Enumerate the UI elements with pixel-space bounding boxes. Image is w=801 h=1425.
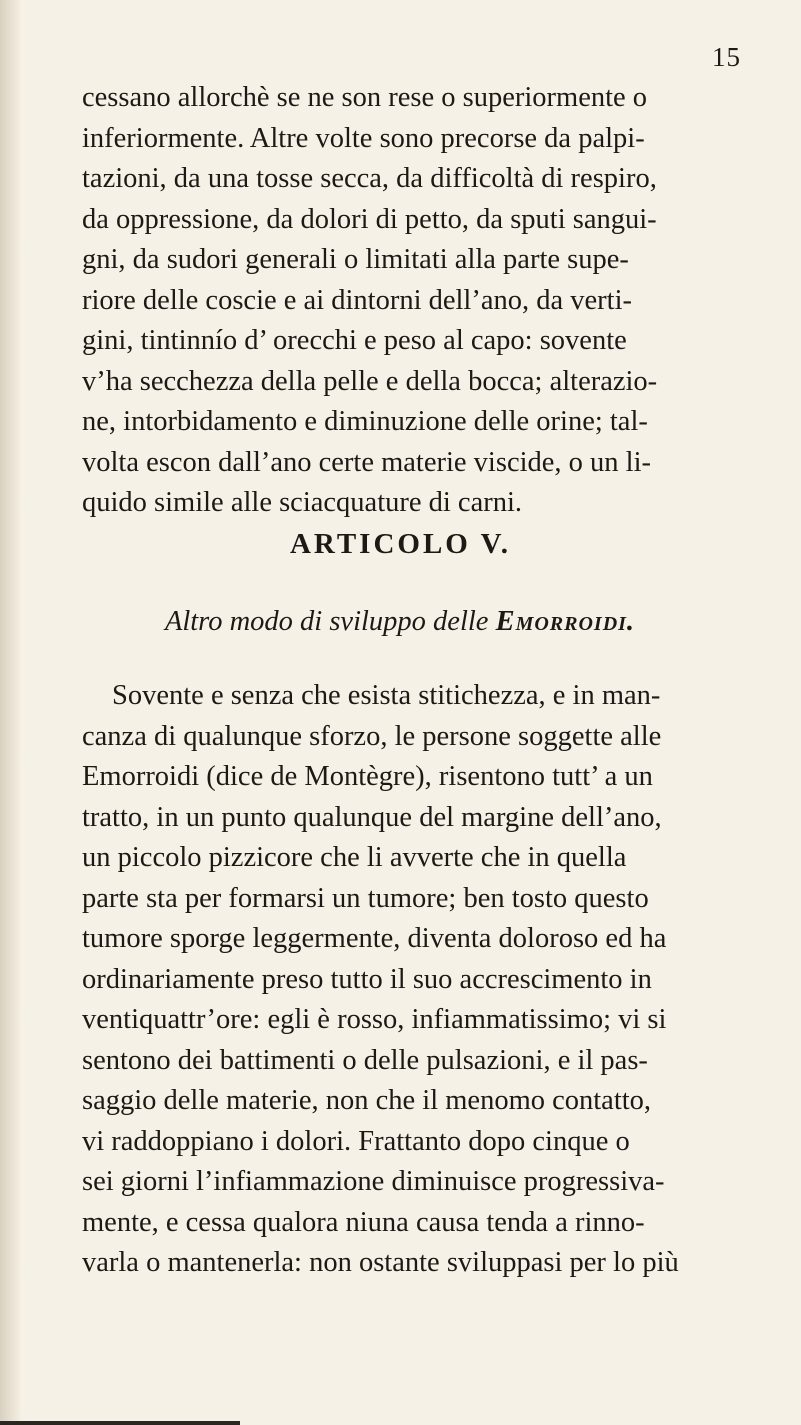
text-line: Emorroidi (dice de Montègre), risentono tutt’ a un bbox=[82, 761, 653, 792]
text-line: volta escon dall’ano certe materie viscide, o un li- bbox=[82, 446, 651, 478]
page-gutter-shadow bbox=[0, 0, 22, 1425]
paragraph-1 bbox=[82, 78, 712, 524]
article-heading: ARTICOLO V. bbox=[289, 528, 512, 560]
text-line: parte sta per formarsi un tumore; ben tosto questo bbox=[82, 882, 649, 914]
text-line: sei giorni l’infiammazione diminuisce progressiva- bbox=[82, 1166, 665, 1197]
text-line: ne, intorbidamento e diminuzione delle orine; tal- bbox=[82, 406, 648, 437]
subheading-emphasis: Emorroidi. bbox=[495, 606, 636, 637]
paragraph-2 bbox=[82, 676, 712, 1284]
text-line: da oppressione, da dolori di petto, da sputi sangui- bbox=[82, 203, 657, 235]
text-line: riore delle coscie e ai dintorni dell’ano, da verti- bbox=[82, 284, 632, 316]
text-line: gni, da sudori generali o limitati alla parte supe- bbox=[82, 244, 629, 275]
text-line: v’ha secchezza della pelle e della bocca; alterazio- bbox=[82, 365, 658, 397]
text-line: ventiquattr’ore: egli è rosso, infiammatissimo; vi si bbox=[82, 1004, 667, 1035]
text-line: quido simile alle sciacquature di carni. bbox=[82, 487, 523, 518]
text-line: Sovente e senza che esista stitichezza, e in man- bbox=[112, 680, 661, 711]
text-line: saggio delle materie, non che il menomo contatto, bbox=[82, 1085, 652, 1116]
text-line: tratto, in un punto qualunque del margine dell’ano, bbox=[82, 801, 662, 833]
text-line: vi raddoppiano i dolori. Frattanto dopo cinque o bbox=[82, 1125, 630, 1157]
text-line: un piccolo pizzicore che li avverte che in quella bbox=[82, 842, 627, 873]
text-line: varla o mantenerla: non ostante sviluppasi per lo più bbox=[82, 1247, 679, 1278]
text-line: cessano allorchè se ne son rese o superiormente o bbox=[82, 82, 648, 113]
text-line: canza di qualunque sforzo, le persone soggette alle bbox=[82, 720, 662, 752]
page-number: 15 bbox=[712, 42, 741, 72]
text-line: tazioni, da una tosse secca, da difficoltà di respiro, bbox=[82, 163, 657, 194]
text-line: inferiormente. Altre volte sono precorse da palpi- bbox=[82, 122, 645, 154]
subheading-text: Altro modo di sviluppo delle bbox=[164, 606, 489, 637]
bottom-edge-rule bbox=[0, 1421, 240, 1425]
text-line: tumore sporge leggermente, diventa doloroso ed ha bbox=[82, 923, 667, 954]
text-line: ordinariamente preso tutto il suo accrescimento in bbox=[82, 963, 652, 995]
text-line: mente, e cessa qualora niuna causa tenda a rinno- bbox=[82, 1206, 645, 1238]
text-line: sentono dei battimenti o delle pulsazioni, e il pas- bbox=[82, 1044, 648, 1076]
text-line: gini, tintinnío d’ orecchi e peso al capo: sovente bbox=[82, 325, 627, 356]
article-subheading bbox=[80, 606, 720, 638]
